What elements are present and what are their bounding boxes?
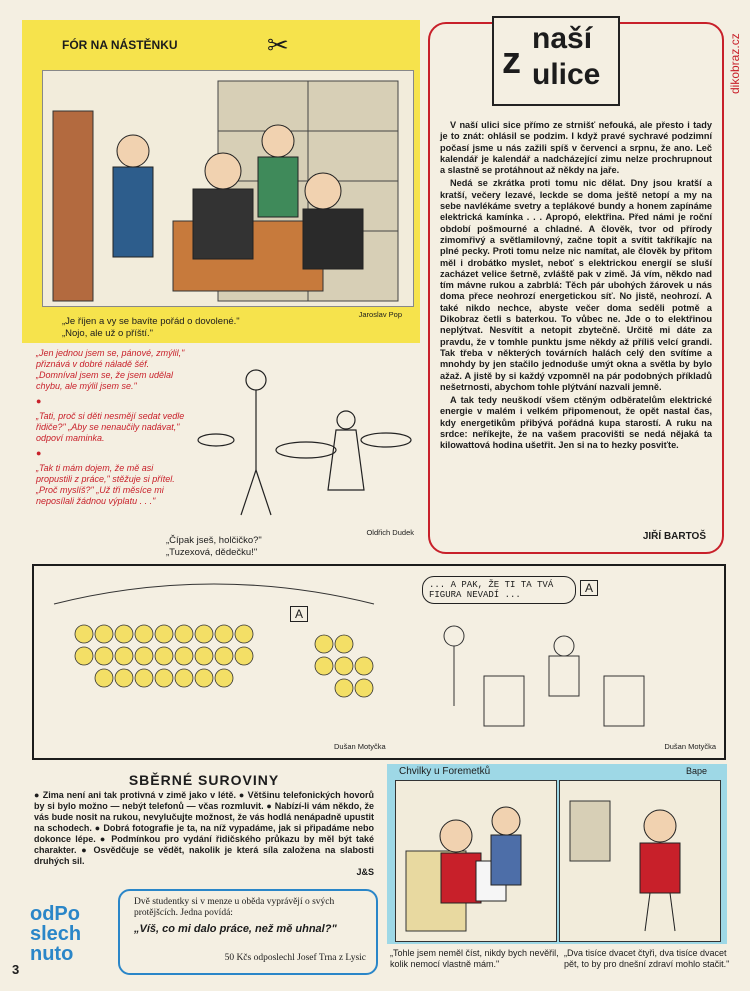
bullet-icon: ● bbox=[36, 396, 42, 406]
title-ulice: ulice bbox=[532, 58, 601, 91]
article-paragraph: V naší ulici sice přímo ze strnišť nefouká, ale přesto i tady je to znát: ohlásil se podzim. I když pravé sychravé podzimní počasí jsme u nás zažili spíš v červenci a srpnu, že ano. Leč kalendář je kalendář a nadcházející zimu nelze prochrupnout a slastně se protáhnout až někdy na jaře. bbox=[440, 120, 712, 176]
cartoon-author: Oldřich Dudek bbox=[366, 528, 414, 537]
chvilky-caption-left: „Tohle jsem neměl číst, nikdy bych nevěřil, kolik nemocí vlastně mám." bbox=[390, 948, 559, 969]
caption-line-2: „Nojo, ale už o příští." bbox=[62, 328, 154, 339]
section-heading: FÓR NA NÁSTĚNKU bbox=[62, 38, 178, 52]
caption-line-2: „Tuzexová, dědečku!" bbox=[166, 546, 258, 558]
cartoon-author: Jaroslav Pop bbox=[358, 310, 402, 319]
joke-2: „Tati, proč si děti nesmějí sedat vedle řidiče?" „Aby se nenaučily nadávat," odpoví maminka. bbox=[36, 411, 185, 443]
comic-frame-right bbox=[559, 780, 721, 942]
joke-3: „Tak ti mám dojem, že mě asi propustili z práce," stěžuje si přítel. „Proč myslíš?" „Už tři měsíce mi neposílali žádnou výplatu . . ." bbox=[36, 463, 175, 506]
article-paragraph: Nedá se zkrátka proti tomu nic dělat. Dny jsou kratší a kratší, večery lezavé, leckde se doma ještě netopí a my na sebe navlékáme svetry a teplákové bundy a honem zapínáme elektrická kamínka . . . Apropó, elektřina. Před námi je roční období pošmourné a chladné. A člověk, tvor od přírody zimomřivý a světlamilovný, začne topit a svítit takříkajíc na plné pecky. Proti tomu nelze nic namítat, ale člověk by přitom měl i drobátko myslet, neboť s elektrickou energií se sluší zacházet velice šetrně, zvláště pak v zimě. Já vím, někdo nad tím mávne rukou a zabrblá: Těch pár ubohých žárovek u nás doma přece neohrozí energetickou síť. No jistě, neohrozí. A také nikdo nechce, abyste večer doma seděli potmě a Dikobraz četli s baterkou. To vůbec ne. Jde o to elektřinou neplýtvat. Nesvítit a netopit zbytečně. Určitě mi dáte za pravdu, že v tomhle punktu jsme někdy až příliš velcí grandi. Tak třeba v některých továrních halách celý den svítíme a mnohdy by jen stačilo jednoduše umýt okna a světla by bylo ažaž. A jistě by si každý vzpomněl na pár podobných příkladů nešetrnosti, abychom tohle plýtvání nazvali jemně. bbox=[440, 178, 712, 392]
office-cartoon bbox=[42, 70, 414, 307]
signature: J&S bbox=[356, 867, 374, 877]
caption-line-1: „Čípak jseš, holčičko?" bbox=[166, 535, 262, 546]
section-title: SBĚRNÉ SUROVINY bbox=[128, 772, 280, 788]
chvilky-panel bbox=[387, 764, 727, 944]
jokes-column bbox=[36, 348, 186, 507]
article-paragraph: A tak tedy neuškodí všem ctěným odběratelům elektrické energie v malém i velkém připomenout, že opět nastal čas, kdy energetikům přibývá pořádná kupa starostí. A ruku na srdce: neříkejte, že na vašem pracovišti se nedá nějaká ta kilowattová hodina ušetřit. Jen si na to hezky posviťte. bbox=[440, 395, 712, 451]
for-na-nastenku-panel bbox=[22, 20, 420, 343]
z-nasi-ulice-box bbox=[428, 22, 724, 554]
logo-line: slech bbox=[30, 923, 82, 945]
joke-1: „Jen jednou jsem se, pánové, zmýlil," přiznává v dobré náladě šéf. „Domníval jsem se, že jsem udělal chybu, ale mýlil jsem se." bbox=[36, 348, 185, 391]
intro-text: Dvě studentky si v menze u oběda vyprávějí o svých protějšcích. Jedna povídá: bbox=[134, 897, 335, 918]
restaurant-cartoon bbox=[196, 350, 418, 537]
article-author: JIŘÍ BARTOŠ bbox=[642, 531, 706, 542]
tunnel-cartoon bbox=[44, 574, 384, 734]
sign-a: A bbox=[290, 606, 308, 622]
comic-author: Bape bbox=[685, 766, 707, 776]
quote-text: „Víš, co mi dalo práce, než mě uhnal?" bbox=[134, 923, 337, 935]
turnstile-cartoon bbox=[414, 616, 714, 736]
title-box bbox=[492, 16, 620, 106]
odposlechnuto-box bbox=[118, 889, 378, 975]
sign-a: A bbox=[580, 580, 598, 596]
sberne-suroviny bbox=[34, 772, 374, 877]
cartoon-author: Dušan Motyčka bbox=[664, 742, 716, 751]
restaurant-caption bbox=[166, 535, 416, 558]
scissors-icon: ✂ bbox=[267, 30, 289, 60]
article-body bbox=[440, 120, 712, 452]
motycka-strip bbox=[32, 564, 726, 760]
speech-bubble: ... A PAK, ŽE TI TA TVÁ FIGURA NEVADÍ ... bbox=[422, 576, 576, 604]
logo-line: odPo bbox=[30, 903, 80, 925]
bullet-icon: ● bbox=[36, 448, 42, 458]
page-number: 3 bbox=[12, 962, 20, 977]
aphorisms: ● Zima není ani tak protivná v zimě jako v létě. ● Většinu telefonických hovorů by si bylo možno — nebýt telefonů — včas rozmluvit. ● Nabízí-li vám někdo, že vás bude nosit na rukou, nevylučujte možnost, že vás hodlá nenápadně upustit na schodech. ● Dobrá fotografie je ta, na níž vypadáme, jak si připadáme nebo dokonce lépe. ● Podmínkou pro vydání řidičského průkazu by měl být také charakter. ● Osvědčuje se vědět, nakolik je která síla založena na slabosti druhých sil. bbox=[34, 790, 374, 866]
credit-text: 50 Kčs odposlechl Josef Trna z Lysic bbox=[224, 953, 366, 963]
logo-line: nuto bbox=[30, 943, 74, 965]
title-z: z bbox=[502, 40, 521, 82]
title-nasi: naší bbox=[532, 22, 593, 55]
comic-frame-left bbox=[395, 780, 557, 942]
odposlechnuto-logo bbox=[30, 904, 110, 964]
caption-line-1: „Je říjen a vy se bavíte pořád o dovolené." bbox=[62, 316, 240, 327]
comic-title: Chvilky u Foremetků bbox=[399, 766, 491, 777]
cartoon-author: Dušan Motyčka bbox=[334, 742, 386, 751]
chvilky-caption-right: „Dva tisíce dvacet čtyři, dva tisíce dvacet pět, to by pro dnešní zdraví mohlo stačit." bbox=[564, 948, 730, 969]
watermark: dikobraz.cz bbox=[728, 33, 742, 94]
